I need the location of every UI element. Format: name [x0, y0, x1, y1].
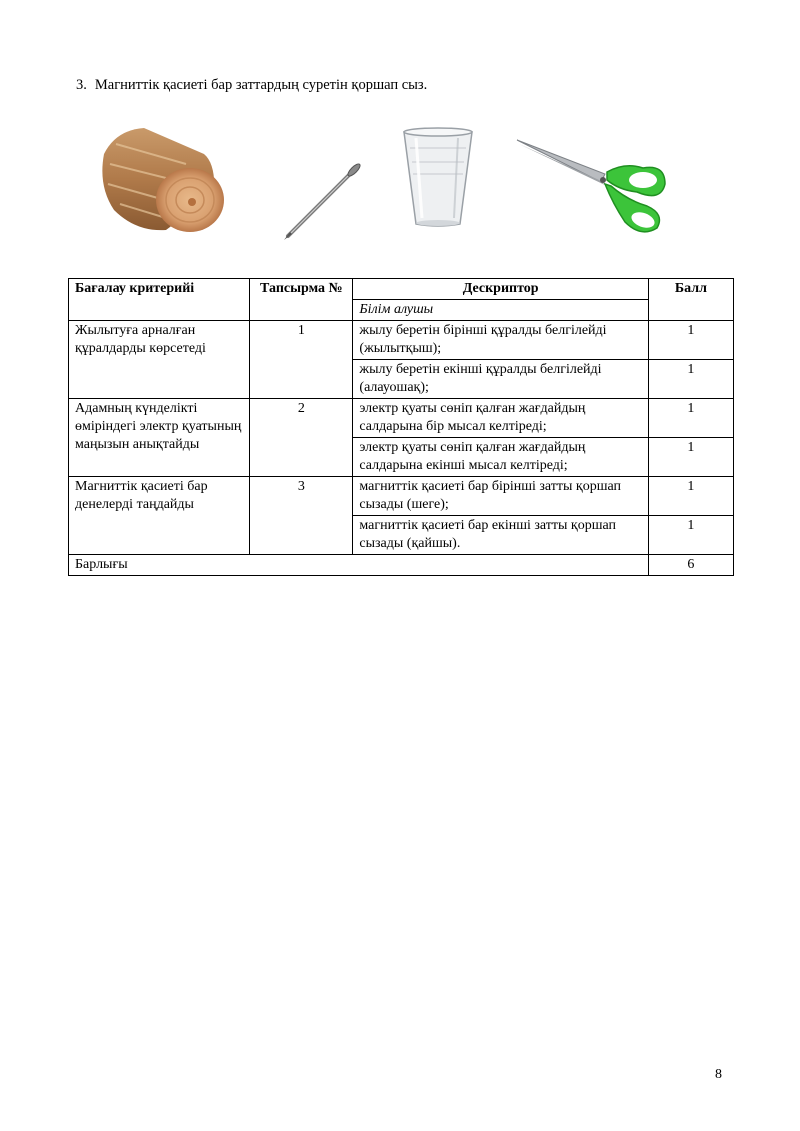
- task-instruction: [76, 77, 427, 94]
- plastic-cup-image: [400, 126, 476, 230]
- descriptor-cell: жылу беретін екінші құралды белгілейді (алауошақ);: [353, 360, 648, 399]
- header-descriptor-sub: Білім алушы: [353, 300, 648, 321]
- points-cell: 1: [648, 321, 733, 360]
- criteria-cell: Магниттік қасиеті бар денелерді таңдайды: [69, 477, 250, 555]
- header-criteria: Бағалау критерийі: [69, 279, 250, 321]
- descriptor-cell: электр қуаты сөніп қалған жағдайдың салдарына бір мысал келтіреді;: [353, 399, 648, 438]
- grading-table: [68, 278, 734, 576]
- criteria-cell: Жылытуға арналған құралдарды көрсетеді: [69, 321, 250, 399]
- task-text: Магниттік қасиеті бар заттардың суретін қоршап сыз.: [94, 77, 428, 93]
- points-cell: 1: [648, 360, 733, 399]
- points-cell: 1: [648, 438, 733, 477]
- header-points: Балл: [648, 279, 733, 321]
- table-row: [69, 399, 734, 438]
- descriptor-cell: электр қуаты сөніп қалған жағдайдың салдарына екінші мысал келтіреді;: [353, 438, 648, 477]
- header-descriptor: Дескриптор: [353, 279, 648, 300]
- task-cell: 3: [250, 477, 353, 555]
- header-task: Тапсырма №: [250, 279, 353, 321]
- table-row: [69, 321, 734, 360]
- points-cell: 1: [648, 516, 733, 555]
- descriptor-cell: магниттік қасиеті бар бірінші затты қоршап сызады (шеге);: [353, 477, 648, 516]
- scissors-image: [515, 134, 675, 238]
- points-cell: 1: [648, 399, 733, 438]
- points-cell: 1: [648, 477, 733, 516]
- descriptor-cell: магниттік қасиеті бар екінші затты қоршап сызады (қайшы).: [353, 516, 648, 555]
- task-cell: 2: [250, 399, 353, 477]
- nail-image: [282, 162, 366, 242]
- table-row: [69, 477, 734, 516]
- task-number: 3.: [76, 77, 87, 93]
- descriptor-cell: жылу беретін бірінші құралды белгілейді (жылытқыш);: [353, 321, 648, 360]
- total-row: [69, 555, 734, 576]
- total-points: 6: [648, 555, 733, 576]
- total-label: Барлығы: [69, 555, 649, 576]
- page-number: 8: [715, 1067, 722, 1082]
- log-image: [96, 124, 228, 236]
- criteria-cell: Адамның күнделікті өміріндегі электр қуатының маңызын анықтайды: [69, 399, 250, 477]
- table-header-row: [69, 279, 734, 300]
- task-cell: 1: [250, 321, 353, 399]
